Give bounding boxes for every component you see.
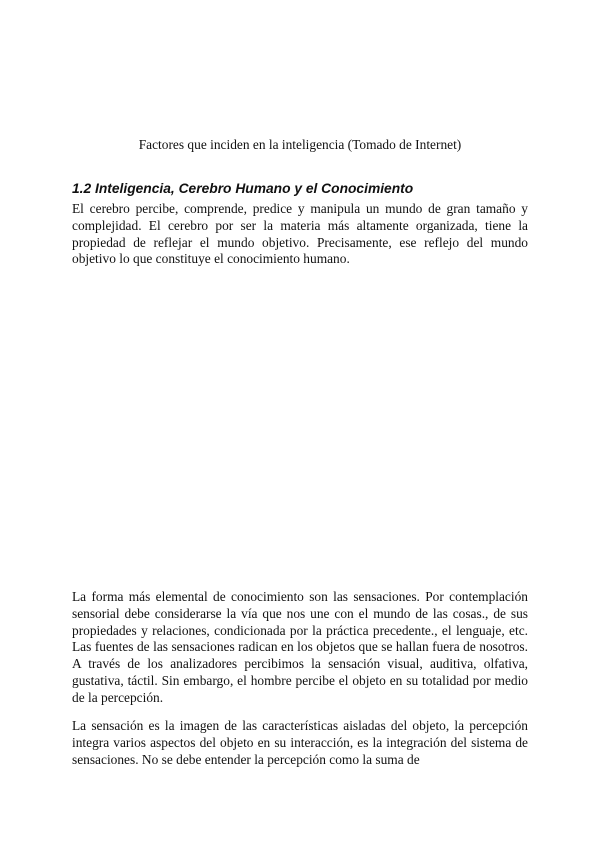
paragraph-3: La sensación es la imagen de las características aisladas del objeto, la percepción integra varios aspectos del objeto en su interacción, es la integración del sistema de sensaciones. No se debe entender la percepción como la suma de	[72, 718, 528, 767]
section-heading: 1.2 Inteligencia, Cerebro Humano y el Conocimiento	[72, 181, 414, 196]
figure-caption: Factores que inciden en la inteligencia (Tomado de Internet)	[138, 137, 462, 152]
paragraph-1: El cerebro percibe, comprende, predice y manipula un mundo de gran tamaño y complejidad. El cerebro por ser la materia más altamente organizada, tiene la propiedad de reflejar el mundo objetivo. Precisamente, ese reflejo del mundo objetivo lo que constituye el conocimiento humano.	[72, 201, 528, 267]
blank-figure-area	[72, 285, 528, 575]
paragraph-2: La forma más elemental de conocimiento son las sensaciones. Por contemplación sensorial debe considerarse la vía que nos une con el mundo de las cosas., de sus propiedades y relaciones, condicionada por la práctica precedente., el lenguaje, etc. Las fuentes de las sensaciones radican en los objetos que se hallan fuera de nosotros. A través de los analizadores percibimos la sensación visual, auditiva, olfativa, gustativa, táctil. Sin embargo, el hombre percibe el objeto en su totalidad por medio de la percepción.	[72, 589, 528, 705]
